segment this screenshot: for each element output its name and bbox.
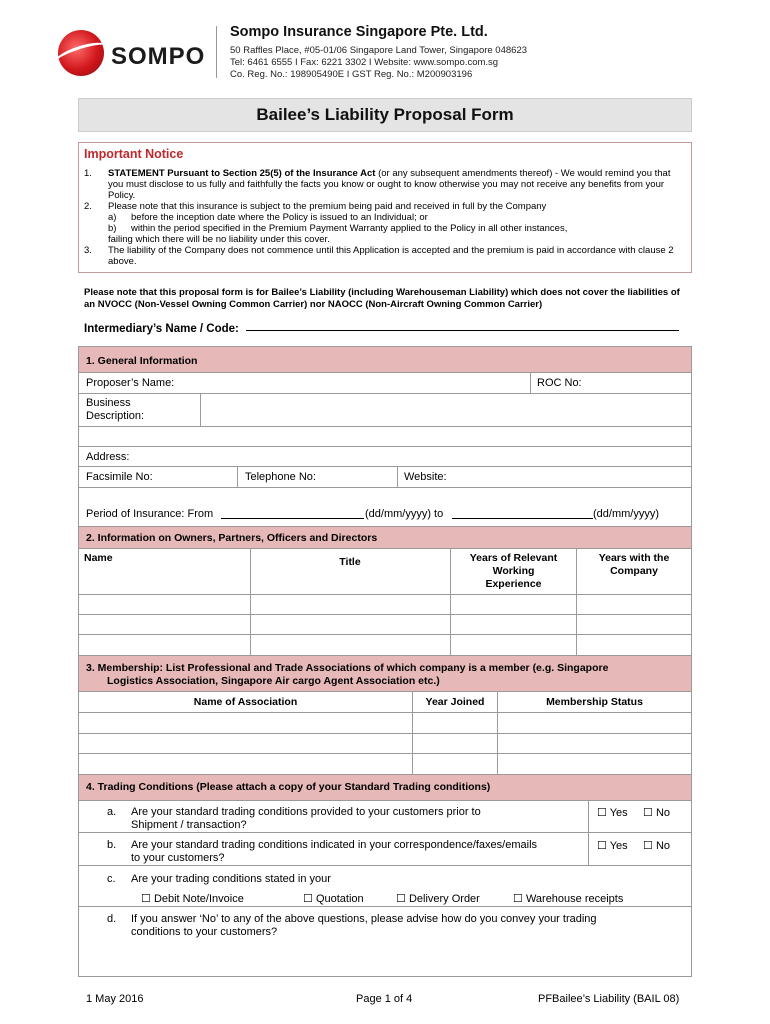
notice-item-1-text: (or any subsequent amendments thereof) - We would remind you that you must disclose to us fully and faithfully the facts you know or ought to know otherwise you may not receive any benefits from your Policy. bbox=[108, 168, 671, 201]
address-label: Address: bbox=[86, 451, 130, 463]
col-name-header: Name bbox=[84, 552, 113, 564]
question-a-l1: Are your standard trading conditions provided to your customers prior to bbox=[131, 806, 481, 818]
footer-page: Page 1 of 4 bbox=[356, 993, 413, 1005]
section3-title-2: Logistics Association, Singapore Air cargo Agent Association etc.) bbox=[107, 675, 440, 687]
checkbox-icon: ☐ bbox=[643, 807, 653, 819]
section4-title: 4. Trading Conditions (Please attach a copy of your Standard Trading conditions) bbox=[86, 781, 491, 793]
checkbox-icon: ☐ bbox=[513, 893, 523, 905]
notice-num-1: 1. bbox=[84, 168, 92, 179]
col-years-relevant-l3: Experience bbox=[485, 578, 542, 590]
question-a-label: a. bbox=[107, 806, 117, 818]
form-title: Bailee’s Liability Proposal Form bbox=[78, 98, 692, 132]
col-title-header: Title bbox=[339, 556, 361, 568]
company-address: 50 Raffles Place, #05-01/06 Singapore Land Tower, Singapore 048623 bbox=[230, 45, 528, 56]
option-debit-label: Debit Note/Invoice bbox=[153, 893, 244, 905]
notice-sub-a-label: a) bbox=[108, 212, 117, 223]
company-reg: Co. Reg. No.: 198905490E I GST Reg. No.: M200903196 bbox=[230, 69, 473, 80]
business-description-input[interactable] bbox=[201, 394, 691, 425]
period-format-2: (dd/mm/yyyy) bbox=[593, 508, 659, 520]
notice-title: Important Notice bbox=[84, 147, 184, 161]
qb-no-option[interactable] bbox=[643, 839, 670, 852]
intermediary-input[interactable] bbox=[246, 330, 679, 331]
section2-title: 2. Information on Owners, Partners, Officers and Directors bbox=[86, 532, 378, 544]
option-quotation[interactable] bbox=[303, 892, 364, 905]
section3-title-1: 3. Membership: List Professional and Trade Associations of which company is a member (e.g. Singapore bbox=[86, 662, 609, 674]
question-c: Are your trading conditions stated in your bbox=[131, 873, 331, 885]
coverage-note: Please note that this proposal form is for Bailee’s Liability (including Warehouseman Liability) which does not cover the liabilities of an NVOCC (Non-Vessel Owning Common Carrier) nor NAOCC (Non-Aircraft Owning Common Carrier) bbox=[84, 287, 680, 310]
col-years-relevant-l2: Working bbox=[492, 565, 535, 577]
section1-title: 1. General Information bbox=[86, 355, 198, 367]
qb-yes-option[interactable] bbox=[597, 839, 628, 852]
notice-sub-tail: failing which there will be no liability under this cover. bbox=[108, 234, 330, 245]
footer-form-code: PFBailee’s Liability (BAIL 08) bbox=[538, 993, 680, 1005]
intermediary-label: Intermediary’s Name / Code: bbox=[84, 323, 239, 335]
question-b-label: b. bbox=[107, 839, 117, 851]
business-label-1: Business bbox=[86, 397, 131, 409]
option-warehouse-label: Warehouse receipts bbox=[525, 893, 624, 905]
no-label: No bbox=[655, 840, 670, 852]
yes-label: Yes bbox=[609, 807, 628, 819]
notice-item-1 bbox=[108, 168, 688, 201]
col-association-header: Name of Association bbox=[193, 696, 298, 708]
logo-text: SOMPO bbox=[111, 43, 206, 70]
option-debit-note[interactable] bbox=[141, 892, 244, 905]
question-d-label: d. bbox=[107, 913, 117, 925]
telephone-label: Telephone No: bbox=[245, 471, 316, 483]
option-delivery-label: Delivery Order bbox=[408, 893, 480, 905]
header-divider bbox=[216, 26, 217, 78]
website-label: Website: bbox=[404, 471, 447, 483]
option-warehouse-receipts[interactable] bbox=[513, 892, 623, 905]
question-d-l1: If you answer ‘No’ to any of the above questions, please advise how do you convey your trading bbox=[131, 913, 597, 925]
question-b-l2: to your customers? bbox=[131, 852, 225, 864]
notice-sub-b-label: b) bbox=[108, 223, 117, 234]
qa-no-option[interactable] bbox=[643, 806, 670, 819]
notice-num-3: 3. bbox=[84, 245, 92, 256]
notice-item-2: Please note that this insurance is subject to the premium being paid and received in full by the Company bbox=[108, 201, 547, 212]
question-a-l2: Shipment / transaction? bbox=[131, 819, 247, 831]
period-to-input[interactable] bbox=[452, 518, 593, 519]
fax-label: Facsimile No: bbox=[86, 471, 153, 483]
checkbox-icon: ☐ bbox=[597, 807, 607, 819]
question-d-answer-area[interactable] bbox=[80, 942, 690, 975]
notice-item-1-bold: STATEMENT Pursuant to Section 25(5) of the Insurance Act bbox=[108, 168, 376, 179]
col-years-company-l1: Years with the bbox=[598, 552, 670, 564]
notice-sub-b: within the period specified in the Premium Payment Warranty applied to the Policy in all other instances, bbox=[131, 223, 568, 234]
notice-num-2: 2. bbox=[84, 201, 92, 212]
company-name: Sompo Insurance Singapore Pte. Ltd. bbox=[230, 24, 488, 40]
option-delivery-order[interactable] bbox=[396, 892, 480, 905]
checkbox-icon: ☐ bbox=[303, 893, 313, 905]
col-membership-status-header: Membership Status bbox=[546, 696, 643, 708]
question-d-l2: conditions to your customers? bbox=[131, 926, 278, 938]
col-years-company-header bbox=[577, 552, 691, 578]
option-quotation-label: Quotation bbox=[315, 893, 364, 905]
proposer-name-label: Proposer’s Name: bbox=[86, 377, 175, 389]
no-label: No bbox=[655, 807, 670, 819]
col-year-joined-header: Year Joined bbox=[425, 696, 485, 708]
roc-label: ROC No: bbox=[537, 377, 582, 389]
period-format-1: (dd/mm/yyyy) to bbox=[365, 508, 444, 520]
qa-yes-option[interactable] bbox=[597, 806, 628, 819]
checkbox-icon: ☐ bbox=[597, 840, 607, 852]
checkbox-icon: ☐ bbox=[396, 893, 406, 905]
col-years-relevant-header bbox=[451, 552, 576, 591]
checkbox-icon: ☐ bbox=[141, 893, 151, 905]
question-c-label: c. bbox=[107, 873, 116, 885]
notice-item-3: The liability of the Company does not commence until this Application is accepted and the premium is paid in accordance with clause 2 above. bbox=[108, 245, 674, 267]
notice-sub-a: before the inception date where the Policy is issued to an Individual; or bbox=[131, 212, 428, 223]
period-from-input[interactable] bbox=[221, 518, 364, 519]
yes-label: Yes bbox=[609, 840, 628, 852]
checkbox-icon: ☐ bbox=[643, 840, 653, 852]
col-years-relevant-l1: Years of Relevant bbox=[469, 552, 558, 564]
business-label-2: Description: bbox=[86, 410, 145, 422]
question-b-l1: Are your standard trading conditions indicated in your correspondence/faxes/emails bbox=[131, 839, 538, 851]
footer-date: 1 May 2016 bbox=[86, 993, 144, 1005]
col-years-company-l2: Company bbox=[610, 565, 658, 577]
company-contact: Tel: 6461 6555 I Fax: 6221 3302 I Website: www.sompo.com.sg bbox=[230, 57, 499, 68]
period-from-label: Period of Insurance: From bbox=[86, 508, 214, 520]
